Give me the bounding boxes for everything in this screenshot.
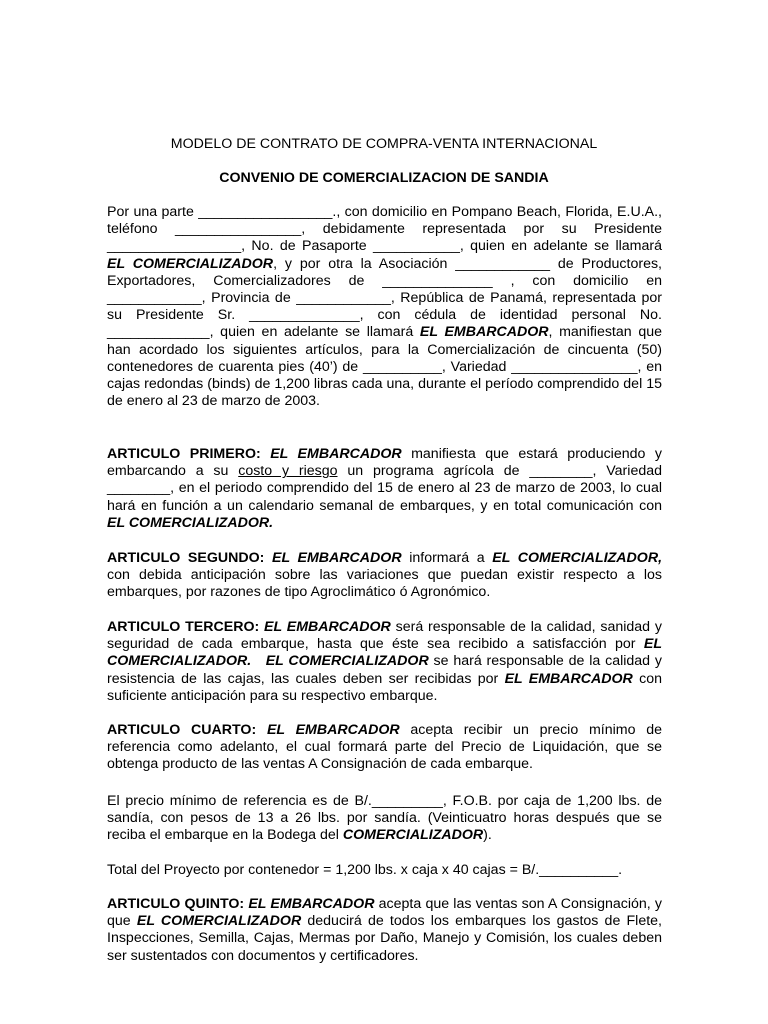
article-tercero bbox=[107, 619, 662, 705]
party-name: EL EMBARCADOR bbox=[264, 619, 391, 635]
article-primero bbox=[107, 446, 662, 532]
article-segundo bbox=[107, 550, 662, 602]
intro-text-2: , y por otra la Asociación ____________ de Productores, Exportadores, Comercializadores de ______________ , con domicilio en ____________, Provincia de ____________, República de Panamá, representada por su Presidente Sr. ______________, con cédula de identidad personal No. _____________, quien en adelante se llamará bbox=[107, 255, 662, 341]
party-name: EL EMBARCADOR bbox=[504, 670, 633, 687]
total-paragraph bbox=[107, 862, 662, 879]
price-text: ). bbox=[483, 827, 492, 844]
party-name: EL EMBARCADOR bbox=[270, 446, 402, 462]
party-name: EL COMERCIALIZADOR, bbox=[492, 550, 663, 566]
party-name: COMERCIALIZADOR bbox=[342, 827, 484, 844]
intro-text-1: Por una parte _________________., con domicilio en Pompano Beach, Florida, E.U.A., teléfono ________________, debidamente representada por su Presidente _________________, No. de Pasaporte ___________, quien en adelante se llamará bbox=[107, 204, 662, 255]
party-name-comercializador: EL COMERCIALIZADOR bbox=[107, 255, 274, 272]
party-name: EL EMBARCADOR bbox=[272, 550, 402, 566]
party-name: EL EMBARCADOR bbox=[266, 722, 400, 738]
article-text: será responsable de la calidad, sanidad y seguridad de cada embarque, hasta que éste sea recibido a satisfacción por bbox=[107, 619, 662, 653]
document-subtitle: CONVENIO DE COMERCIALIZACION DE SANDIA bbox=[219, 170, 549, 186]
article-text: informará a bbox=[401, 550, 493, 566]
underlined-text: costo y riesgo bbox=[238, 463, 338, 480]
article-text: deducirá de todos los embarques los gastos de Flete, Inspecciones, Semilla, Cajas, Mermas por Daño, Manejo y Comisión, los cuales deben ser sustentados con documentos y certificadores. bbox=[107, 913, 663, 964]
article-text: se hará responsable de la calidad y resistencia de las cajas, las cuales deben ser recibidas por bbox=[107, 653, 662, 687]
party-name: EL COMERCIALIZADOR. bbox=[107, 636, 662, 670]
article-label: ARTICULO CUARTO: bbox=[107, 722, 257, 738]
price-text: El precio mínimo de referencia es de B/._________, F.O.B. por caja de 1,200 lbs. de sandía, con pesos de 13 a 26 lbs. por sandía. (Veinticuatro horas después que se reciba el embarque en la Bodega del bbox=[107, 793, 662, 844]
article-text: manifiesta que estará produciendo y embarcando a su bbox=[107, 446, 662, 480]
party-name: EL COMERCIALIZADOR bbox=[265, 653, 429, 670]
article-label: ARTICULO TERCERO: bbox=[107, 619, 260, 635]
party-name: EL COMERCIALIZADOR. bbox=[107, 514, 274, 531]
article-text: con debida anticipación sobre las variaciones que puedan existir respecto a los embarques, por razones de tipo Agroclimático ó Agronómico. bbox=[107, 567, 662, 601]
party-name-embarcador: EL EMBARCADOR bbox=[419, 324, 549, 341]
article-label: ARTICULO SEGUNDO: bbox=[107, 550, 265, 566]
article-text: un programa agrícola de ________, Variedad ________, en el periodo comprendido del 15 de enero al 23 de marzo de 2003, lo cual hará en función a un calendario semanal de embarques, y en total comunicación con bbox=[107, 463, 662, 514]
party-name: EL COMERCIALIZADOR bbox=[136, 913, 302, 930]
intro-paragraph bbox=[107, 204, 662, 410]
intro-text-3: , manifiestan que han acordado los siguientes artículos, para la Comercialización de cincuenta (50) contenedores de cuarenta pies (40’) de __________, Variedad ________________, en cajas redondas (binds) de 1,200 libras cada una, durante el período comprendido del 15 de enero al 23 de marzo de 2003. bbox=[107, 324, 662, 410]
article-text: acepta recibir un precio mínimo de referencia como adelanto, el cual formará parte del Precio de Liquidación, que se obtenga producto de las ventas A Consignación de cada embarque. bbox=[107, 722, 663, 773]
article-text: con suficiente anticipación para su respectivo embarque. bbox=[107, 670, 662, 704]
article-cuarto bbox=[107, 722, 662, 774]
article-label: ARTICULO QUINTO: bbox=[107, 896, 245, 912]
article-label: ARTICULO PRIMERO: bbox=[107, 446, 261, 462]
party-name: EL EMBARCADOR bbox=[248, 896, 375, 912]
article-text: acepta que las ventas son A Consignación, y que bbox=[107, 896, 663, 930]
article-quinto bbox=[107, 896, 662, 965]
price-paragraph bbox=[107, 793, 662, 845]
document-title: MODELO DE CONTRATO DE COMPRA-VENTA INTERNACIONAL bbox=[170, 136, 598, 152]
total-text: Total del Proyecto por contenedor = 1,200 lbs. x caja x 40 cajas = B/.__________. bbox=[107, 862, 623, 878]
